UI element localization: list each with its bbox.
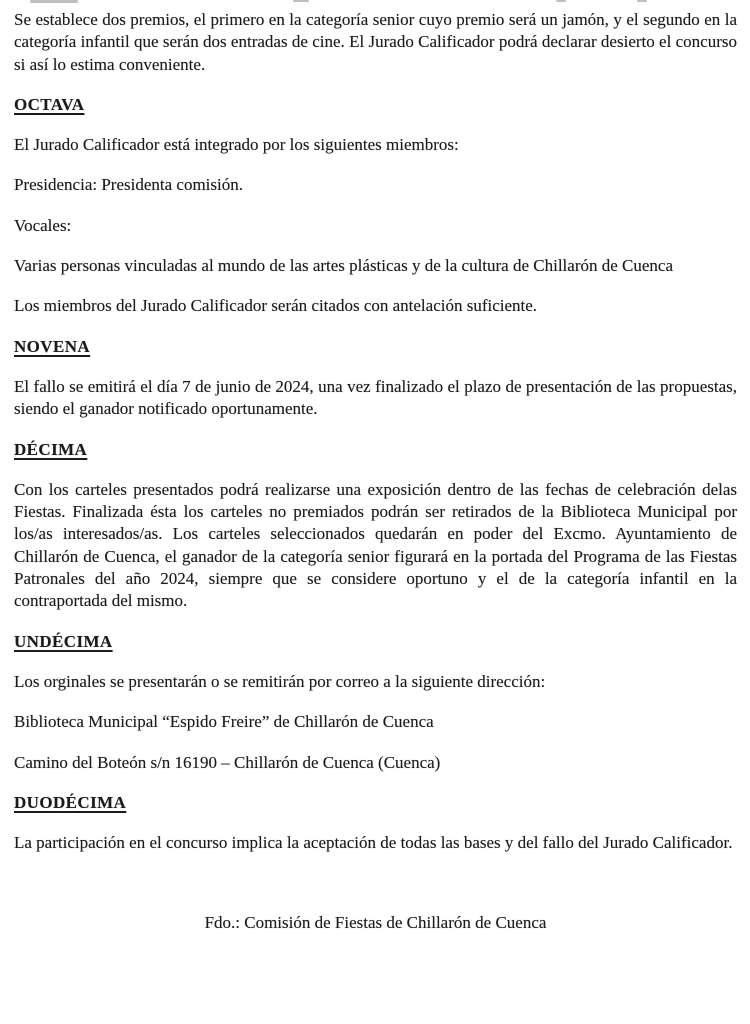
section-heading-novena-text: NOVENA (14, 336, 91, 356)
paragraph-miembros-citados: Los miembros del Jurado Calificador serán citados con antelación suficiente. (14, 296, 538, 316)
paragraph-fallo: El fallo se emitirá el día 7 de junio de 2024, una vez finalizado el plazo de presentación de las propuestas, siendo el ganador notificado oportunamente. (14, 376, 737, 419)
section-heading-octava (14, 94, 737, 116)
section-heading-duodecima (14, 792, 737, 814)
section-heading-octava-text: OCTAVA (14, 94, 85, 114)
signature-line: Fdo.: Comisión de Fiestas de Chillarón de Cuenca (204, 913, 547, 933)
clipped-text-fragment (293, 0, 309, 2)
clipped-text-fragment (30, 0, 78, 3)
paragraph-presidencia: Presidencia: Presidenta comisión. (14, 175, 243, 195)
paragraph-exposicion: Con los carteles presentados podrá realizarse una exposición dentro de las fechas de celebración delas Fiestas. Finalizada ésta los carteles no premiados podrán ser retirados de la Biblioteca Municipal por los/as interesados/as. Los carteles seleccionados quedarán en poder del Excmo. Ayuntamiento de Chillarón de Cuenca, el ganador de la categoría senior figurará en la portada del Programa de las Fiestas Patronales del año 2024, siempre que se considere oportuno y el de la categoría infantil en la contraportada del mismo. (14, 479, 737, 611)
paragraph-biblioteca: Biblioteca Municipal “Espido Freire” de Chillarón de Cuenca (14, 712, 434, 732)
paragraph-jurado-miembros: El Jurado Calificador está integrado por los siguientes miembros: (14, 135, 459, 155)
section-heading-decima-text: DÉCIMA (14, 439, 88, 459)
paragraph-varias-personas: Varias personas vinculadas al mundo de las artes plásticas y de la cultura de Chillarón de Cuenca (14, 256, 674, 276)
paragraph-camino-boteon: Camino del Boteón s/n 16190 – Chillarón de Cuenca (Cuenca) (14, 752, 441, 772)
clipped-text-fragment (637, 0, 647, 2)
clipped-text-fragment (556, 0, 566, 2)
paragraph-vocales: Vocales: (14, 215, 72, 235)
paragraph-participacion: La participación en el concurso implica la aceptación de todas las bases y del fallo del Jurado Calificador. (14, 833, 733, 853)
section-heading-decima (14, 439, 737, 461)
section-heading-duodecima-text: DUODÉCIMA (14, 792, 127, 812)
section-heading-novena (14, 336, 737, 358)
section-heading-undecima (14, 631, 737, 653)
intro-paragraph: Se establece dos premios, el primero en la categoría senior cuyo premio será un jamón, y el segundo en la categoría infantil que serán dos entradas de cine. El Jurado Calificador podrá declarar desierto el concurso si así lo estima conveniente. (14, 10, 737, 74)
section-heading-undecima-text: UNDÉCIMA (14, 631, 113, 651)
paragraph-originales-direccion: Los orginales se presentarán o se remitirán por correo a la siguiente dirección: (14, 671, 546, 691)
